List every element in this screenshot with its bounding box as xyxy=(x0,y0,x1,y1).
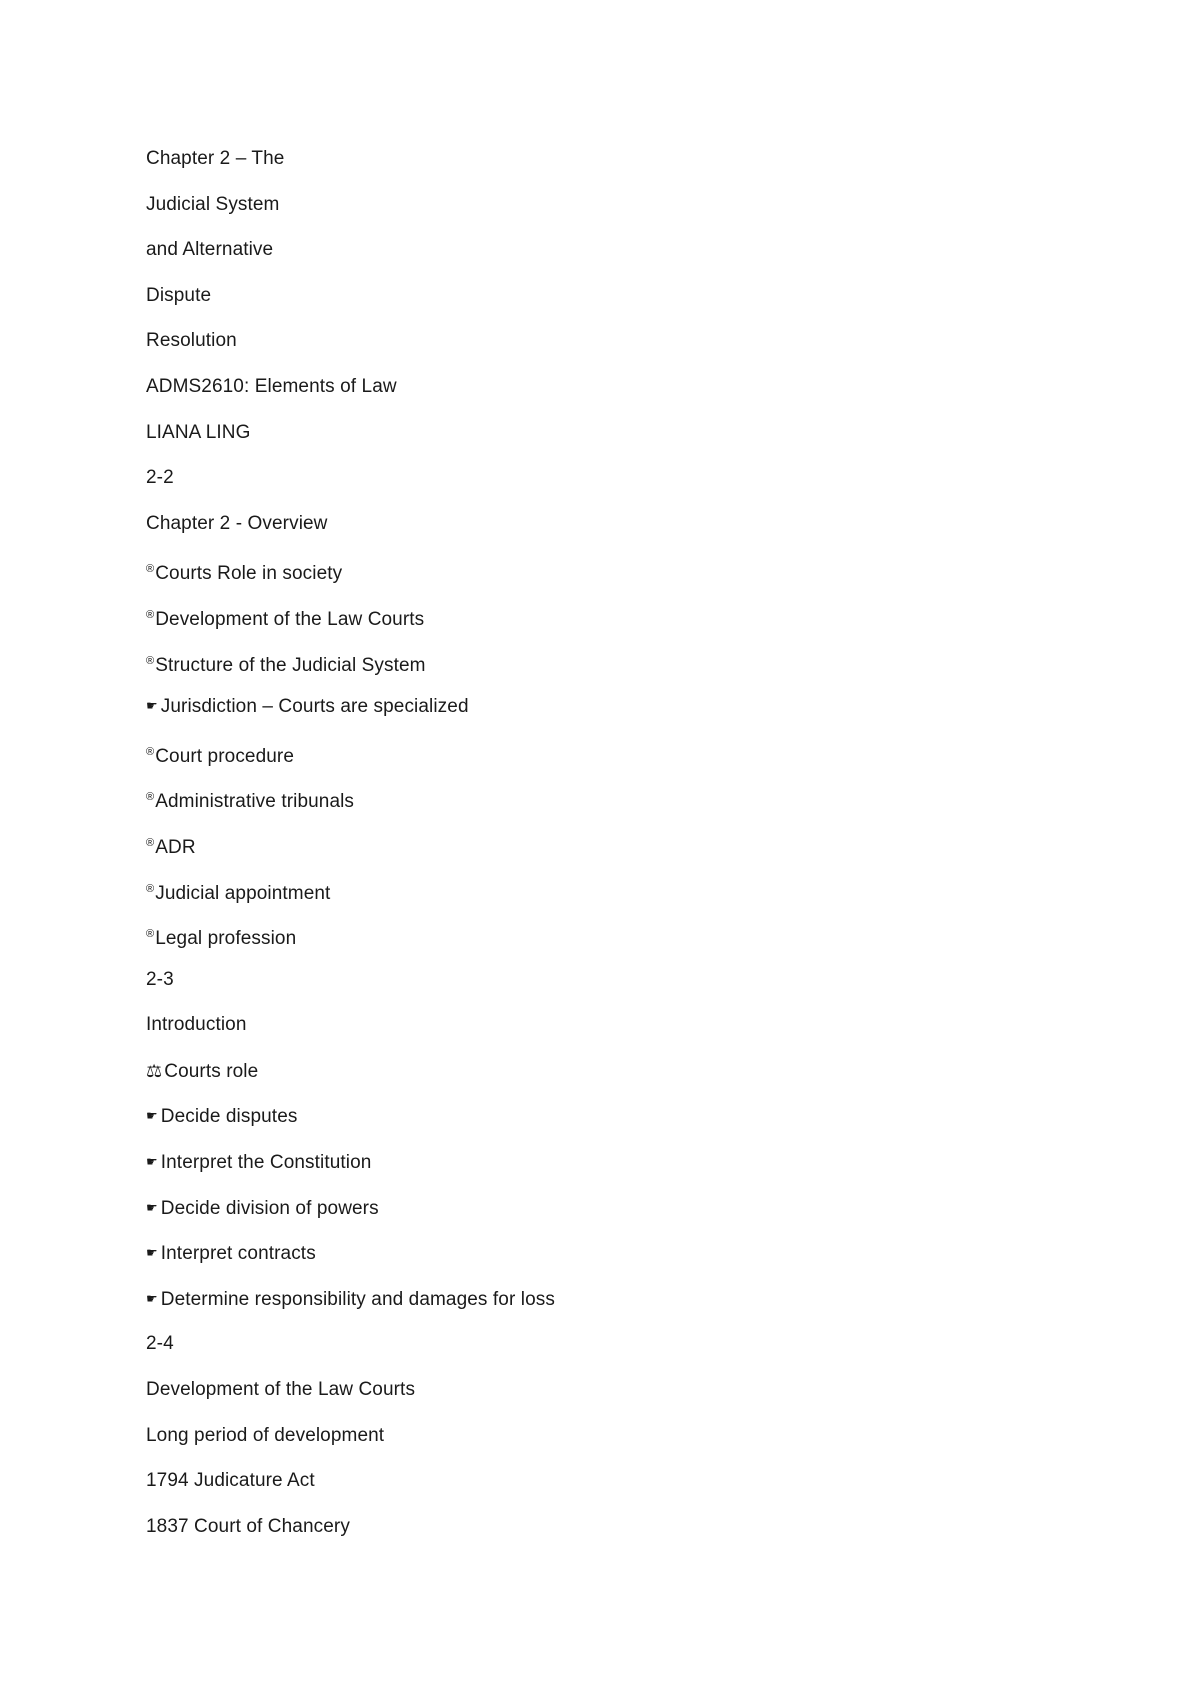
line-text: Judicial appointment xyxy=(155,882,331,904)
line-text: ADR xyxy=(155,836,196,858)
bullet-item xyxy=(146,737,555,783)
bullet-item xyxy=(146,1193,555,1239)
text-line xyxy=(146,1421,555,1467)
line-text: Structure of the Judicial System xyxy=(155,654,426,676)
line-text: Introduction xyxy=(146,1014,247,1036)
pointing-hand-icon: ☛ xyxy=(146,1199,158,1215)
bullet-item xyxy=(146,1056,555,1102)
line-text: Judicial System xyxy=(146,193,280,215)
line-text: 2-4 xyxy=(146,1333,174,1355)
line-text: LIANA LING xyxy=(146,421,251,443)
bullet-item xyxy=(146,1101,555,1147)
line-text: Resolution xyxy=(146,330,237,352)
pointing-hand-icon: ☛ xyxy=(146,698,158,714)
registered-mark-icon: ® xyxy=(146,791,155,804)
pointing-hand-icon: ☛ xyxy=(146,1290,158,1306)
registered-mark-icon: ® xyxy=(146,745,155,758)
text-line xyxy=(146,372,555,418)
bullet-item xyxy=(146,782,555,828)
section-heading xyxy=(146,1375,555,1421)
bullet-item xyxy=(146,919,555,965)
text-line xyxy=(146,235,555,281)
registered-mark-icon: ® xyxy=(146,654,155,667)
line-text: Courts role xyxy=(164,1060,259,1082)
slide-number xyxy=(146,1329,555,1375)
line-text: Administrative tribunals xyxy=(155,791,355,813)
line-text: Court procedure xyxy=(155,745,295,767)
bullet-item xyxy=(146,874,555,920)
text-line xyxy=(146,144,555,190)
bullet-item xyxy=(146,828,555,874)
registered-mark-icon: ® xyxy=(146,608,155,621)
line-text: 2-2 xyxy=(146,467,174,489)
scales-icon: ⚖ xyxy=(146,1060,163,1081)
section-heading xyxy=(146,1010,555,1056)
line-text: 1837 Court of Chancery xyxy=(146,1515,350,1537)
text-line xyxy=(146,1466,555,1512)
line-text: Courts Role in society xyxy=(155,563,343,585)
line-text: Development of the Law Courts xyxy=(155,608,425,630)
line-text: and Alternative xyxy=(146,239,274,261)
line-text: Dispute xyxy=(146,284,212,306)
line-text: Decide disputes xyxy=(160,1106,298,1128)
line-text: Development of the Law Courts xyxy=(146,1379,416,1401)
bullet-item xyxy=(146,600,555,646)
line-text: Interpret contracts xyxy=(160,1243,316,1265)
pointing-hand-icon: ☛ xyxy=(146,1154,158,1170)
registered-mark-icon: ® xyxy=(146,836,155,849)
text-line xyxy=(146,418,555,464)
slide-number xyxy=(146,965,555,1011)
document-text-lines xyxy=(146,144,555,1557)
pointing-hand-icon: ☛ xyxy=(146,1108,158,1124)
slide-number xyxy=(146,463,555,509)
line-text: 2-3 xyxy=(146,968,174,990)
line-text: Legal profession xyxy=(155,928,297,950)
section-heading xyxy=(146,509,555,555)
bullet-item xyxy=(146,1238,555,1284)
pointing-hand-icon: ☛ xyxy=(146,1245,158,1261)
text-line xyxy=(146,281,555,327)
line-text: Interpret the Constitution xyxy=(160,1152,372,1174)
line-text: 1794 Judicature Act xyxy=(146,1470,315,1492)
line-text: Jurisdiction – Courts are specialized xyxy=(160,696,469,718)
bullet-item xyxy=(146,646,555,692)
bullet-item xyxy=(146,1147,555,1193)
line-text: Long period of development xyxy=(146,1424,385,1446)
text-line xyxy=(146,326,555,372)
text-line xyxy=(146,1512,555,1558)
bullet-item xyxy=(146,1284,555,1330)
line-text: ADMS2610: Elements of Law xyxy=(146,375,397,397)
line-text: Decide division of powers xyxy=(160,1197,379,1219)
registered-mark-icon: ® xyxy=(146,563,155,576)
line-text: Determine responsibility and damages for loss xyxy=(160,1288,555,1310)
bullet-item xyxy=(146,691,555,737)
bullet-item xyxy=(146,554,555,600)
registered-mark-icon: ® xyxy=(146,928,155,941)
line-text: Chapter 2 – The xyxy=(146,148,285,169)
line-text: Chapter 2 - Overview xyxy=(146,512,328,534)
text-line xyxy=(146,190,555,236)
registered-mark-icon: ® xyxy=(146,882,155,895)
